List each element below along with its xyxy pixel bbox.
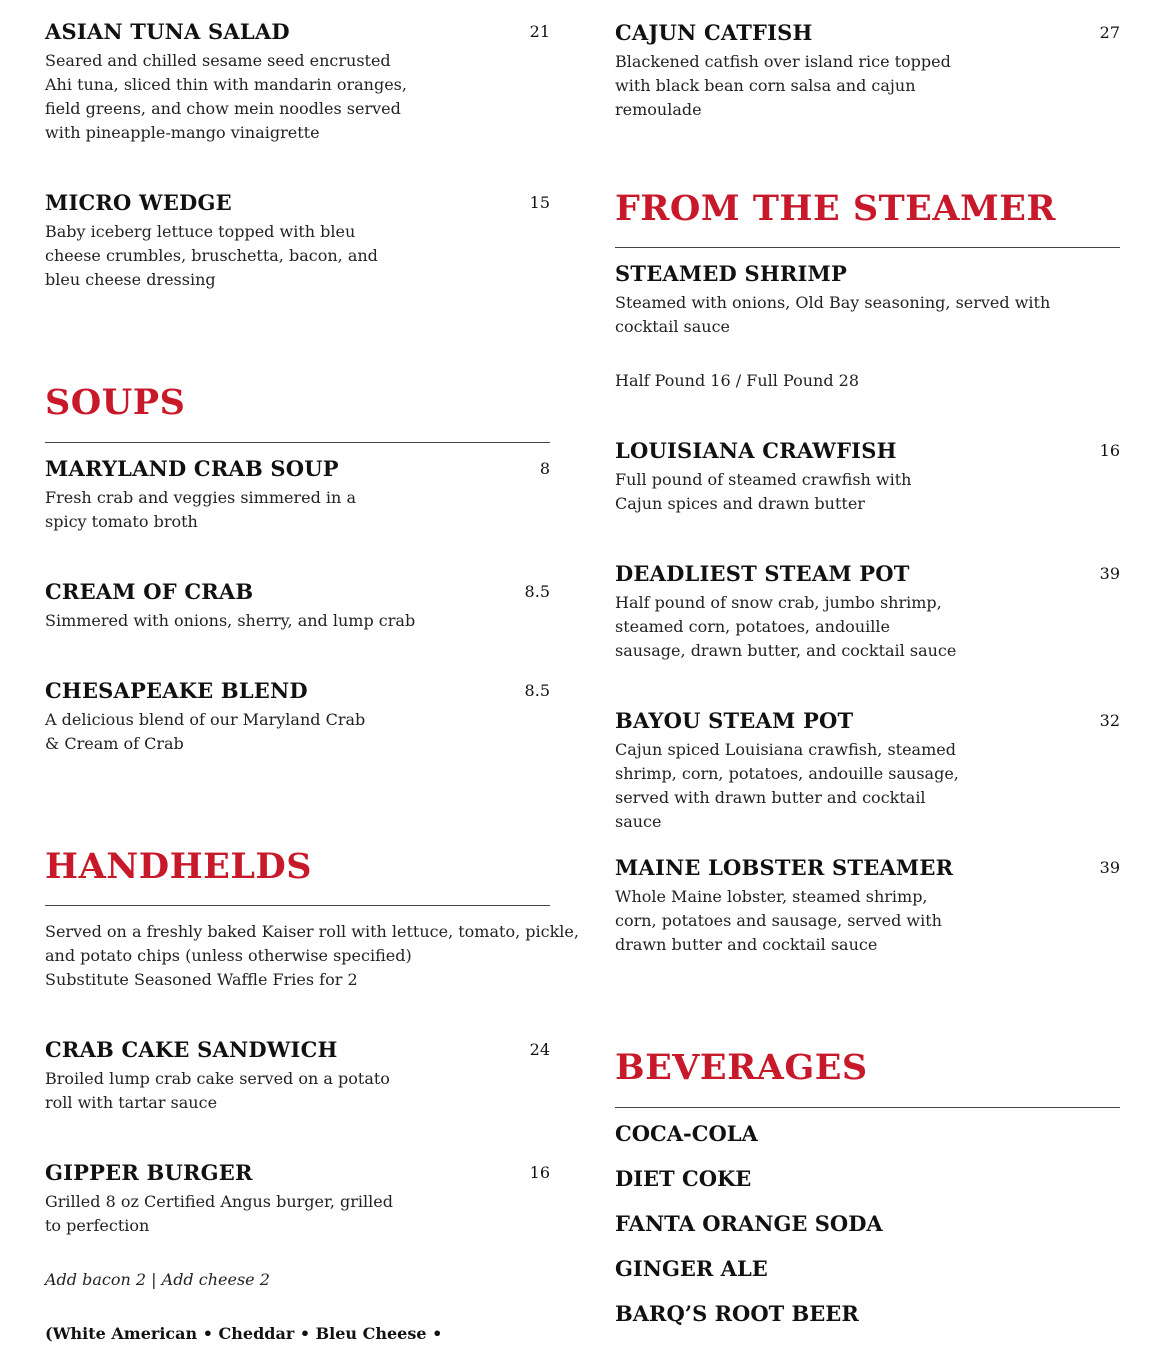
section-divider: [45, 442, 550, 443]
menu-item-name: CAJUN CATFISH: [615, 20, 813, 45]
menu-item-description: Steamed with onions, Old Bay seasoning, served with cocktail sauce: [615, 293, 1051, 336]
menu-item-description: Full pound of steamed crawfish with Cajun spices and drawn butter: [615, 470, 912, 513]
menu-item-name: ASIAN TUNA SALAD: [45, 19, 290, 44]
section-intro-line: Served on a freshly baked Kaiser roll with lettuce, tomato, pickle,: [45, 922, 579, 941]
menu-item-name: BAYOU STEAM POT: [615, 708, 854, 733]
menu-item-description: Broiled lump crab cake served on a potato roll with tartar sauce: [45, 1069, 390, 1112]
cheese-options-note: (White American • Cheddar • Bleu Cheese •: [45, 1324, 443, 1343]
beverage-item: DIET COKE: [615, 1166, 752, 1191]
menu-item-description: Half pound of snow crab, jumbo shrimp, steamed corn, potatoes, andouille sausage, drawn butter, and cocktail sauce: [615, 593, 957, 660]
menu-item-price: 8.5: [524, 582, 550, 601]
section-title-handhelds: HANDHELDS: [45, 846, 313, 887]
menu-item-name: STEAMED SHRIMP: [615, 261, 847, 286]
beverage-item: COCA-COLA: [615, 1121, 758, 1146]
menu-item-price: 21: [529, 22, 550, 41]
menu-item-description: Whole Maine lobster, steamed shrimp, corn, potatoes and sausage, served with drawn butter and cocktail sauce: [615, 887, 942, 954]
menu-item-price: 15: [529, 193, 550, 212]
section-intro-line: and potato chips (unless otherwise specified): [45, 946, 412, 965]
menu-item-name: DEADLIEST STEAM POT: [615, 561, 910, 586]
menu-item-price: 8.5: [524, 681, 550, 700]
menu-item-description: Seared and chilled sesame seed encrusted Ahi tuna, sliced thin with mandarin oranges, field greens, and chow mein noodles served with pineapple-mango vinaigrette: [45, 51, 407, 142]
menu-item-name: MARYLAND CRAB SOUP: [45, 456, 339, 481]
menu-item-price: 8: [539, 459, 550, 478]
section-intro-line: Substitute Seasoned Waffle Fries for 2: [45, 970, 358, 989]
menu-item-name: MICRO WEDGE: [45, 190, 232, 215]
menu-item-name: CRAB CAKE SANDWICH: [45, 1037, 338, 1062]
menu-item-name: LOUISIANA CRAWFISH: [615, 438, 897, 463]
beverage-item: GINGER ALE: [615, 1256, 768, 1281]
section-divider: [45, 905, 550, 906]
menu-item-price: 24: [529, 1040, 550, 1059]
menu-item-name: MAINE LOBSTER STEAMER: [615, 855, 954, 880]
menu-item-name: CREAM OF CRAB: [45, 579, 254, 604]
menu-item-description: Blackened catfish over island rice topped with black bean corn salsa and cajun remoulade: [615, 52, 951, 119]
menu-item-description: Cajun spiced Louisiana crawfish, steamed shrimp, corn, potatoes, andouille sausage, served with drawn butter and cocktail sauce: [615, 740, 959, 831]
menu-item-description: Baby iceberg lettuce topped with bleu cheese crumbles, bruschetta, bacon, and bleu cheese dressing: [45, 222, 378, 289]
section-title-beverages: BEVERAGES: [615, 1047, 868, 1088]
menu-item-price: 27: [1099, 23, 1120, 42]
menu-item-price: 16: [1099, 441, 1120, 460]
menu-item-price: 39: [1099, 858, 1120, 877]
addon-note: Add bacon 2 | Add cheese 2: [45, 1270, 270, 1289]
section-divider: [615, 247, 1120, 248]
menu-item-name: CHESAPEAKE BLEND: [45, 678, 308, 703]
menu-item-price: 39: [1099, 564, 1120, 583]
section-divider: [615, 1107, 1120, 1108]
beverage-item: FANTA ORANGE SODA: [615, 1211, 883, 1236]
menu-item-description: Fresh crab and veggies simmered in a spicy tomato broth: [45, 488, 356, 531]
menu-item-description: A delicious blend of our Maryland Crab & Cream of Crab: [45, 710, 366, 753]
beverage-item: BARQ’S ROOT BEER: [615, 1301, 859, 1326]
section-title-steamer: FROM THE STEAMER: [615, 188, 1056, 229]
menu-item-name: GIPPER BURGER: [45, 1160, 253, 1185]
menu-item-price: 32: [1099, 711, 1120, 730]
menu-item-sizes: Half Pound 16 / Full Pound 28: [615, 371, 859, 390]
menu-item-description: Grilled 8 oz Certified Angus burger, grilled to perfection: [45, 1192, 393, 1235]
menu-item-description: Simmered with onions, sherry, and lump crab: [45, 611, 416, 630]
menu-item-price: 16: [529, 1163, 550, 1182]
section-title-soups: SOUPS: [45, 382, 186, 423]
